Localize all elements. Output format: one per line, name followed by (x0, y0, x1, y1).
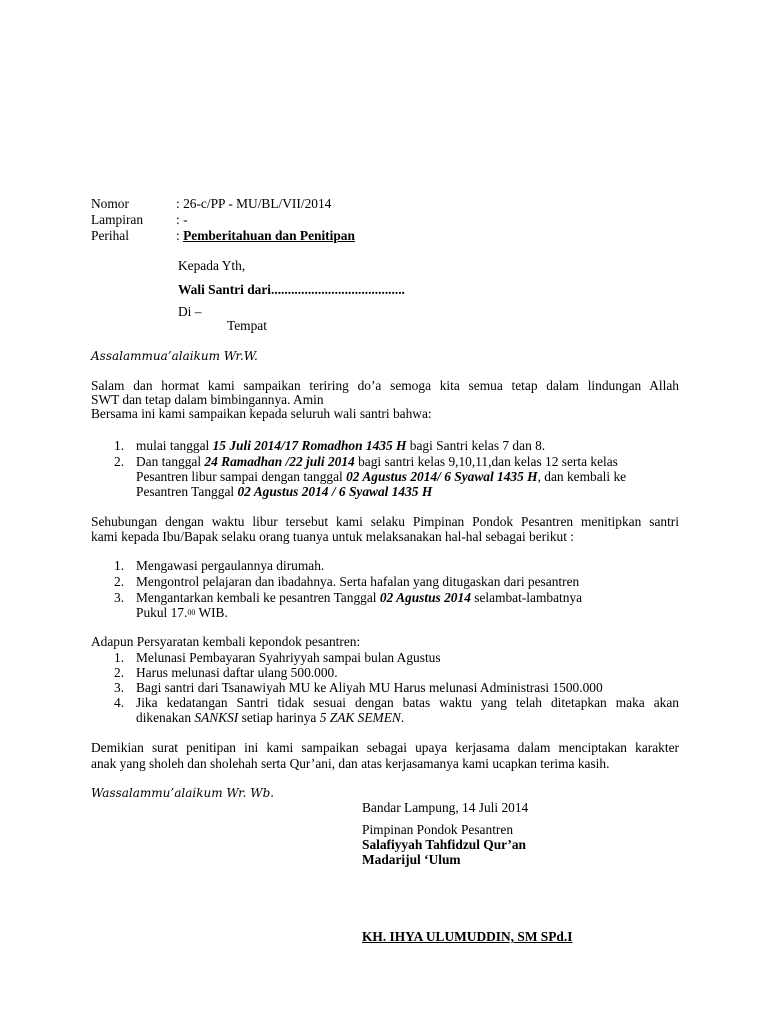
para2-line-2: kami kepada Ibu/Bapak selaku orang tuanya untuk melaksanakan hal-hal sebagai berikut : (91, 529, 575, 544)
signature-title: Pimpinan Pondok Pesantren (362, 822, 514, 837)
greeting: Assalammua’alaikum Wr.W. (91, 349, 258, 363)
list2-item-2: Mengontrol pelajaran dan ibadahnya. Serta hafalan yang ditugaskan dari pesantren (136, 574, 580, 589)
intro-line-1: Salam dan hormat kami sampaikan teriring do’a semoga kita semua tetap dalam lindungan Allah (91, 378, 679, 393)
list2-num-2: 2. (114, 574, 125, 589)
list3-item-4-line-1: Jika kedatangan Santri tidak sesuai dengan batas waktu yang telah ditetapkan maka akan (136, 695, 679, 710)
list3-item-1: Melunasi Pembayaran Syahriyyah sampai bulan Agustus (136, 650, 441, 665)
lampiran-value: : - (176, 212, 188, 227)
signature-org-2: Madarijul ‘Ulum (362, 852, 461, 867)
perihal-label: Perihal (91, 228, 129, 243)
wali-santri: Wali Santri dari........................................ (178, 282, 405, 297)
list1-item-1: mulai tanggal 15 Juli 2014/17 Romadhon 1435 H bagi Santri kelas 7 dan 8. (136, 438, 546, 453)
signature-org-1: Salafiyyah Tahfidzul Qur’an (362, 837, 526, 852)
list2-num-1: 1. (114, 558, 125, 573)
list2-num-3: 3. (114, 590, 125, 605)
list1-item-2-line-1: Dan tanggal 24 Ramadhan /22 juli 2014 bagi santri kelas 9,10,11,dan kelas 12 serta kelas (136, 454, 618, 469)
list1-num-1: 1. (114, 438, 125, 453)
list2-item-3-line-2: Pukul 17.00 WIB. (136, 605, 228, 620)
closing-line-2: anak yang sholeh dan sholehah serta Qur’ani, dan atas kerjasamanya kami ucapkan terima kasih. (91, 756, 610, 771)
di-line: Di – (178, 304, 202, 319)
para2-line-1: Sehubungan dengan waktu libur tersebut kami selaku Pimpinan Pondok Pesantren menitipkan santri (91, 514, 679, 529)
list3-num-2: 2. (114, 665, 125, 680)
nomor-label: Nomor (91, 196, 129, 211)
nomor-value: : 26-c/PP - MU/BL/VII/2014 (176, 196, 332, 211)
list2-item-3-line-1: Mengantarkan kembali ke pesantren Tanggal 02 Agustus 2014 selambat-lambatnya (136, 590, 583, 605)
list1-num-2: 2. (114, 454, 125, 469)
tempat-line: Tempat (227, 318, 267, 333)
intro-line-2: SWT dan tetap dalam bimbingannya. Amin (91, 392, 324, 407)
perihal-colon: : (176, 228, 184, 243)
list1-item-2-line-3: Pesantren Tanggal 02 Agustus 2014 / 6 Syawal 1435 H (136, 484, 433, 499)
para3: Adapun Persyaratan kembali kepondok pesantren: (91, 634, 361, 649)
list3-item-2: Harus melunasi daftar ulang 500.000. (136, 665, 338, 680)
intro-line-3: Bersama ini kami sampaikan kepada seluruh wali santri bahwa: (91, 406, 432, 421)
signatory-name: KH. IHYA ULUMUDDIN, SM SPd.I (362, 929, 573, 944)
list3-num-1: 1. (114, 650, 125, 665)
farewell: Wassalammu’alaikum Wr. Wb. (91, 786, 275, 800)
list1-item-2-line-2: Pesantren libur sampai dengan tanggal 02 Agustus 2014/ 6 Syawal 1435 H, dan kembali ke (136, 469, 627, 484)
place-date: Bandar Lampung, 14 Juli 2014 (362, 800, 529, 815)
list2-item-1: Mengawasi pergaulannya dirumah. (136, 558, 325, 573)
list3-num-4: 4. (114, 695, 125, 710)
kepada-yth: Kepada Yth, (178, 258, 246, 273)
perihal-subject: Pemberitahuan dan Penitipan (183, 228, 355, 243)
lampiran-label: Lampiran (91, 212, 144, 227)
perihal-value (176, 228, 355, 244)
closing-line-1: Demikian surat penitipan ini kami sampaikan sebagai upaya kerjasama dalam menciptakan karakter (91, 740, 679, 755)
list3-num-3: 3. (114, 680, 125, 695)
list3-item-3: Bagi santri dari Tsanawiyah MU ke Aliyah MU Harus melunasi Administrasi 1500.000 (136, 680, 603, 695)
list3-item-4-line-2: dikenakan SANKSI setiap harinya 5 ZAK SEMEN. (136, 710, 405, 725)
